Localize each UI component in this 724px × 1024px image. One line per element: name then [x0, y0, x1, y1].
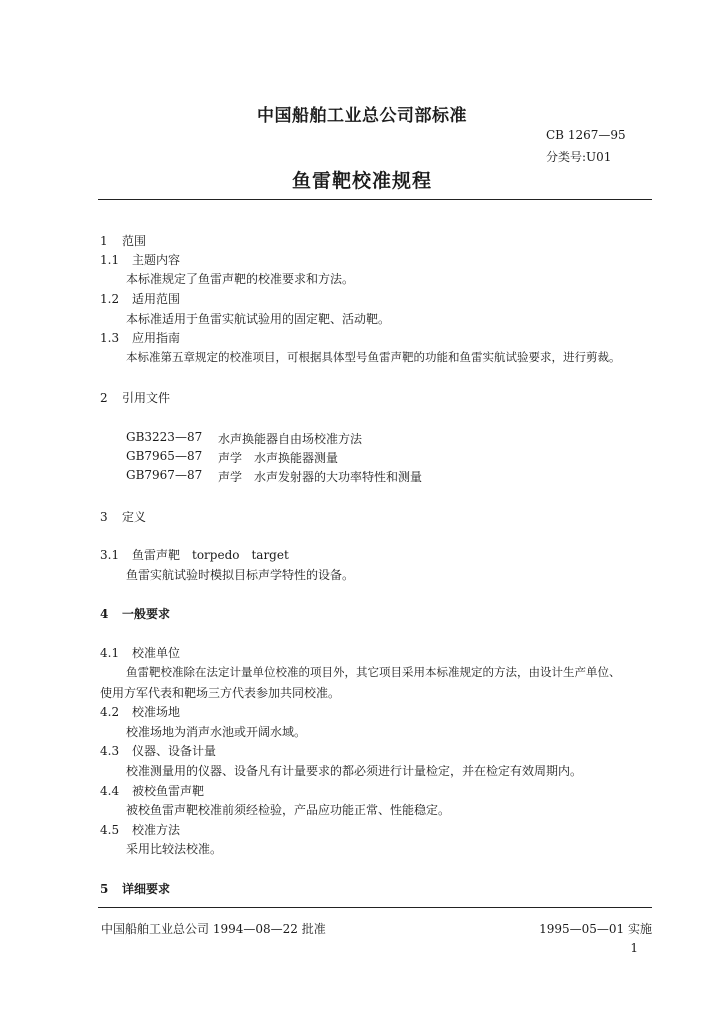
section-3-heading: 3 定义 — [100, 510, 147, 524]
reference-title: 声学 水声发射器的大功率特性和测量 — [218, 470, 423, 484]
implementation-date: 1995—05—01 实施 — [539, 922, 652, 936]
organization-heading: 中国船舶工业总公司部标准 — [257, 106, 467, 126]
section-3-1-heading: 3.1 鱼雷声靶 torpedo target — [100, 548, 289, 562]
section-4-3-heading: 4.3 仪器、设备计量 — [100, 744, 217, 758]
footer-rule — [98, 907, 652, 908]
reference-code: GB7967—87 — [126, 468, 203, 482]
section-4-heading: 4 一般要求 — [100, 607, 171, 621]
standard-code: CB 1267—95 — [546, 128, 626, 142]
section-1-1-heading: 1.1 主题内容 — [100, 253, 181, 267]
section-2-heading: 2 引用文件 — [100, 391, 171, 405]
classification-code: 分类号:U01 — [546, 150, 612, 164]
section-4-4-body: 被校鱼雷声靶校准前须经检验，产品应功能正常、性能稳定。 — [126, 803, 451, 817]
section-3-1-body: 鱼雷实航试验时模拟目标声学特性的设备。 — [126, 568, 355, 582]
section-1-2-body: 本标准适用于鱼雷实航试验用的固定靶、活动靶。 — [126, 312, 391, 326]
section-1-1-body: 本标准规定了鱼雷声靶的校准要求和方法。 — [126, 272, 355, 286]
section-1-3-heading: 1.3 应用指南 — [100, 331, 181, 345]
section-1-heading: 1 范围 — [100, 234, 147, 248]
reference-code: GB3223—87 — [126, 430, 203, 444]
section-4-2-heading: 4.2 校准场地 — [100, 705, 181, 719]
section-1-2-heading: 1.2 适用范围 — [100, 292, 181, 306]
section-4-1-body-line1: 鱼雷靶校准除在法定计量单位校准的项目外，其它项目采用本标准规定的方法，由设计生产单位、 — [126, 665, 621, 679]
section-4-5-body: 采用比较法校准。 — [126, 842, 223, 856]
section-1-3-body: 本标准第五章规定的校准项目，可根据具体型号鱼雷声靶的功能和鱼雷实航试验要求，进行剪裁。 — [126, 350, 621, 364]
section-4-1-heading: 4.1 校准单位 — [100, 646, 181, 660]
reference-title: 水声换能器自由场校准方法 — [218, 432, 363, 446]
reference-title: 声学 水声换能器测量 — [218, 451, 339, 465]
reference-code: GB7965—87 — [126, 449, 203, 463]
section-5-heading: 5 详细要求 — [100, 882, 171, 896]
section-4-2-body: 校准场地为消声水池或开阔水域。 — [126, 725, 307, 739]
title-rule — [98, 199, 652, 200]
section-4-3-body: 校准测量用的仪器、设备凡有计量要求的都必须进行计量检定，并在检定有效周期内。 — [126, 764, 583, 778]
document-title: 鱼雷靶校准规程 — [291, 170, 432, 192]
page-number: 1 — [630, 941, 638, 955]
section-4-5-heading: 4.5 校准方法 — [100, 823, 181, 837]
section-4-1-body-line2: 使用方军代表和靶场三方代表参加共同校准。 — [100, 686, 341, 700]
section-4-4-heading: 4.4 被校鱼雷声靶 — [100, 784, 205, 798]
approval-date: 中国船舶工业总公司 1994—08—22 批准 — [101, 922, 326, 936]
